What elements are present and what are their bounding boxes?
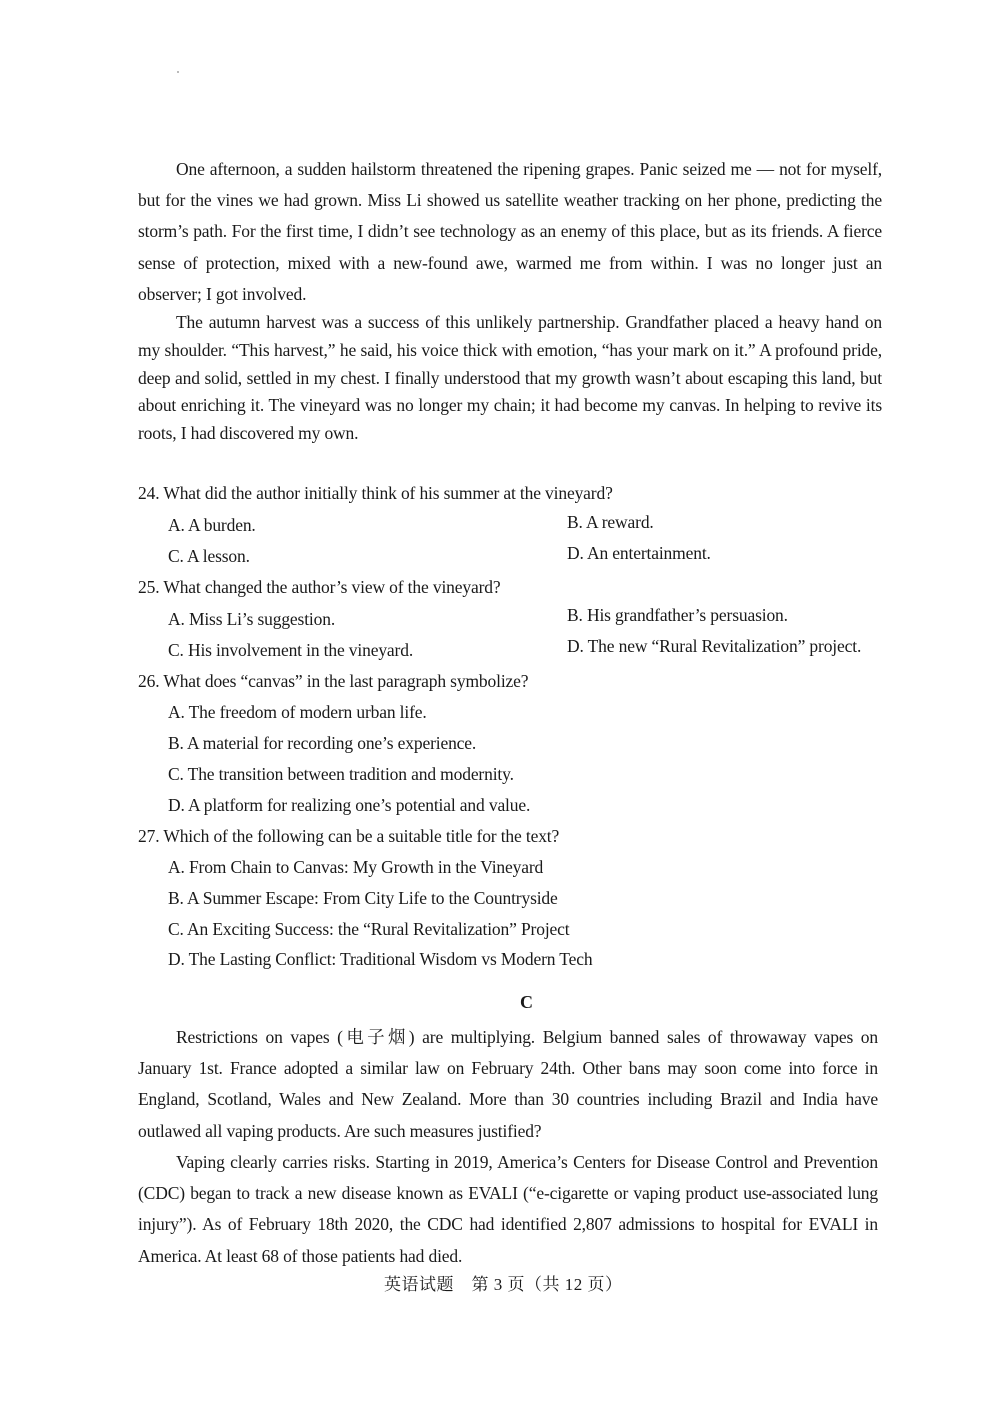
question-26-option-b: B. A material for recording one’s experience. [168, 733, 477, 753]
question-24-option-c: C. A lesson. [168, 546, 250, 566]
passage-c-paragraph-1: Restrictions on vapes (电子烟) are multiplying. Belgium banned sales of throwaway vapes on January 1st. France adopted a similar law on February 24th. Other bans may soon come into force in England, Scotland, Wales and New Zealand. More than 30 countries including Brazil and India have outlawed all vaping products. Are such measures justified? [138, 1027, 878, 1141]
question-27-stem: 27. Which of the following can be a suitable title for the text? [138, 826, 560, 846]
question-26-stem: 26. What does “canvas” in the last paragraph symbolize? [138, 671, 529, 691]
page-footer: 英语试题 第 3 页（共 12 页） [384, 1275, 623, 1294]
question-25-option-c: C. His involvement in the vineyard. [168, 640, 414, 660]
passage-b-paragraph-1: One afternoon, a sudden hailstorm threatened the ripening grapes. Panic seized me — not for myself, but for the vines we had grown. Miss Li showed us satellite weather tracking on her phone, predicting the storm’s path. For the first time, I didn’t see technology as an enemy of this place, but as its friends. A fierce sense of protection, mixed with a new-found awe, warmed me from within. I was no longer just an observer; I got involved. [138, 159, 882, 304]
question-27-option-b: B. A Summer Escape: From City Life to the Countryside [168, 888, 558, 908]
question-27-option-a: A. From Chain to Canvas: My Growth in the Vineyard [168, 857, 544, 877]
question-26-option-d: D. A platform for realizing one’s potential and value. [168, 795, 531, 815]
passage-b-paragraph-2: The autumn harvest was a success of this unlikely partnership. Grandfather placed a heavy hand on my shoulder. “This harvest,” he said, his voice thick with emotion, “has your mark on it.” A profound pride, deep and solid, settled in my chest. I finally understood that my growth wasn’t about escaping this land, but about enriching it. The vineyard was no longer my chain; it had become my canvas. In helping to revive its roots, I had discovered my own. [138, 312, 882, 444]
question-27-option-c: C. An Exciting Success: the “Rural Revitalization” Project [168, 919, 570, 939]
question-26-option-c: C. The transition between tradition and modernity. [168, 764, 514, 784]
question-25-option-a: A. Miss Li’s suggestion. [168, 609, 336, 629]
question-24-option-b: B. A reward. [567, 512, 654, 532]
section-heading-c: C [520, 992, 533, 1012]
question-25-option-b: B. His grandfather’s persuasion. [567, 605, 788, 625]
question-27-option-d: D. The Lasting Conflict: Traditional Wisdom vs Modern Tech [168, 949, 593, 969]
question-26-option-a: A. The freedom of modern urban life. [168, 702, 427, 722]
question-24-stem: 24. What did the author initially think of his summer at the vineyard? [138, 483, 613, 503]
question-24-option-d: D. An entertainment. [567, 543, 711, 563]
question-25-stem: 25. What changed the author’s view of the vineyard? [138, 577, 501, 597]
question-24-option-a: A. A burden. [168, 515, 256, 535]
scan-speck [177, 71, 179, 73]
question-25-option-d: D. The new “Rural Revitalization” project. [567, 636, 862, 656]
passage-c-paragraph-2: Vaping clearly carries risks. Starting in 2019, America’s Centers for Disease Control and Prevention (CDC) began to track a new disease known as EVALI (“e-cigarette or vaping product use-associated lung injury”). As of February 18th 2020, the CDC had identified 2,807 admissions to hospital for EVALI in America. At least 68 of those patients had died. [138, 1152, 878, 1266]
